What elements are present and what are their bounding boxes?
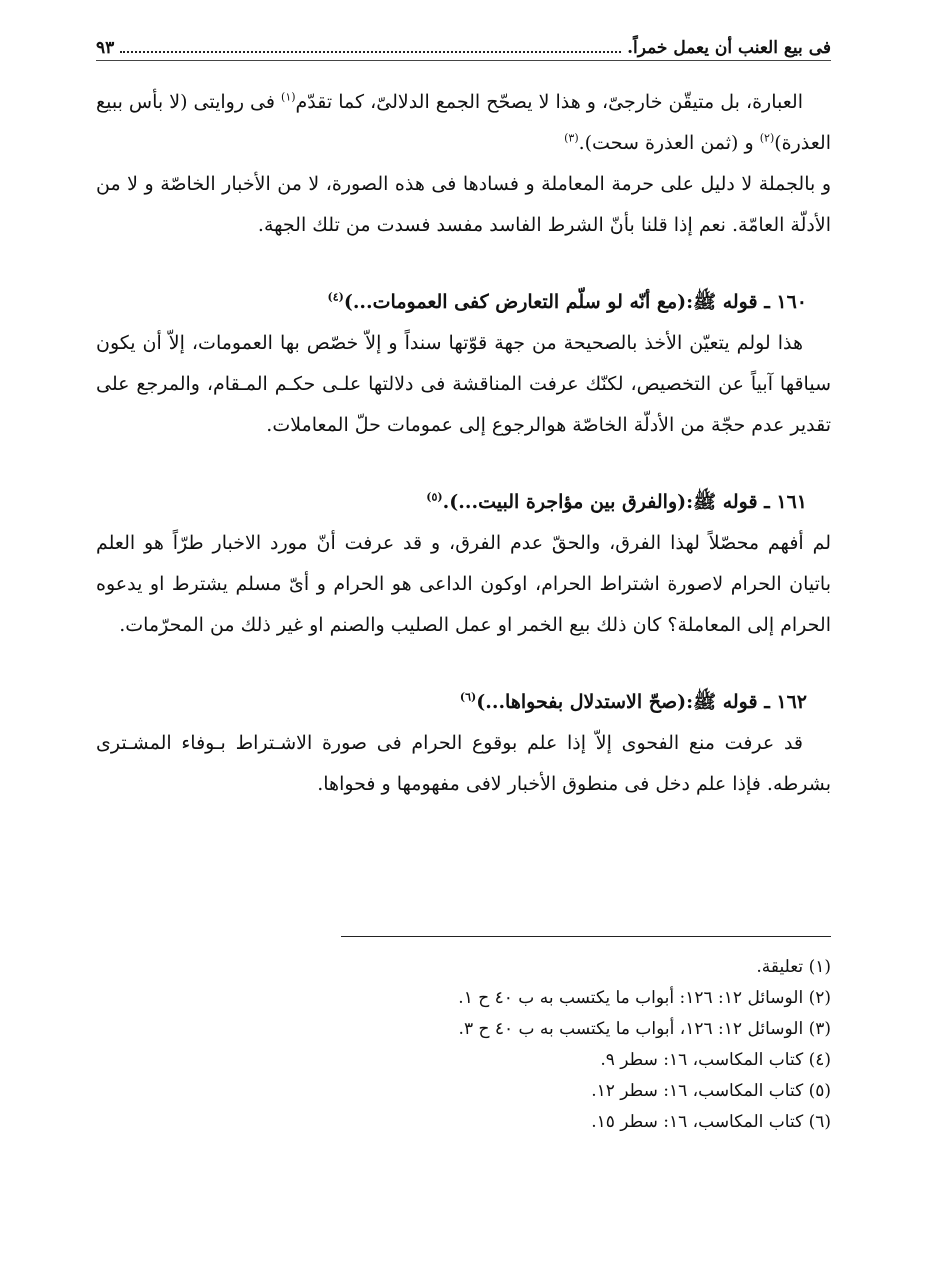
footnote-ref: (٣) [564,131,579,145]
footnote-ref: (١) [281,90,296,104]
running-header [96,34,831,61]
text-run: و (ثمن العذرة سحت). [578,132,760,154]
text-run: هذا لولم يتعيّن الأخذ بالصحيحة من جهة قوّتها سنداً و إلاّ خصّص بها العمومات، إلاّ أن يكون سياقها آبياً عن التخصيص، لكنّك عرفت المناقشة فى دلالتها علـى حكـم المـقام، والمرجع على تقدير عدم حجّة من الأدلّة الخاصّة هوالرجوع إلى عمومات حلّ المعاملات. [96,332,831,436]
text-run: ١٦١ ـ قوله ﷺ:(والفرق بين مؤاجرة البيت...). [442,491,807,513]
text-run: فى روايتى (لا بأس ببيع العذرة) [96,91,831,154]
footnote: (١) تعليقة. [756,957,831,977]
footnote-separator [341,936,831,937]
footnote: (٦) كتاب المكاسب، ١٦: سطر ١٥. [591,1112,831,1132]
footnote: (٥) كتاب المكاسب، ١٦: سطر ١٢. [591,1081,831,1101]
footnote: (٣) الوسائل ١٢: ١٢٦، أبواب ما يكتسب به ب ٤٠ ح ٣. [458,1019,831,1039]
paragraph-gap [96,646,831,682]
paragraph-gap [96,446,831,482]
footnote: (٢) الوسائل ١٢: ١٢٦: أبواب ما يكتسب به ب ٤٠ ح ١. [458,988,831,1008]
running-title: فى بيع العنب أن يعمل خمراً. [627,38,831,58]
paragraph [96,723,831,805]
text-run: ١٦٢ ـ قوله ﷺ:(صحّ الاستدلال بفحواها...) [476,691,807,713]
text-run: قد عرفت منع الفحوى إلاّ إذا علم بوقوع الحرام فى صورة الاشـتراط بـوفاء المشـترى بشرطه. فإذا علم دخل فى منطوق الأخبار لافى مفهومها و فحواها. [96,732,831,795]
text-run: العبارة، بل متيقّن خارجىّ، و هذا لا يصحّح الجمع الدلالىّ، كما تقدّم [295,91,803,113]
paragraph [96,82,831,164]
footnote-ref: (٤) [327,290,344,304]
footnotes-list [271,952,831,1138]
text-run: ١٦٠ ـ قوله ﷺ:(مع أنّه لو سلّم التعارض كفى العمومات...) [343,291,807,313]
footnote-ref: (٦) [459,690,477,704]
section-heading [96,282,831,323]
footnote: (٤) كتاب المكاسب، ١٦: سطر ٩. [600,1050,831,1070]
text-run: و بالجملة لا دليل على حرمة المعاملة و فسادها فى هذه الصورة، لا من الأخبار الخاصّة و لا من الأدلّة العامّة. نعم إذا قلنا بأنّ الشرط الفاسد مفسد فسدت من تلك الجهة. [96,173,831,236]
paragraph [96,164,831,246]
page-number: ٩٣ [96,38,115,58]
section-heading [96,682,831,723]
paragraph-gap [96,246,831,282]
main-text [96,82,831,805]
section-heading [96,482,831,523]
footnote-ref: (٢) [759,131,775,145]
paragraph [96,523,831,646]
paragraph [96,323,831,446]
leader-dots [120,51,621,53]
text-run: لم أفهم محصّلاً لهذا الفرق، والحقّ عدم الفرق، و قد عرفت أنّ مورد الاخبار طرّاً هو العلم باتيان الحرام لاصورة اشتراط الحرام، اوكون الداعى هو الحرام و أىّ مسلم يشترط او يدعوه الحرام إلى المعاملة؟ كان ذلك بيع الخمر او عمل الصليب والصنم او غير ذلك من المحرّمات. [96,532,831,636]
footnote-ref: (٥) [426,490,443,504]
